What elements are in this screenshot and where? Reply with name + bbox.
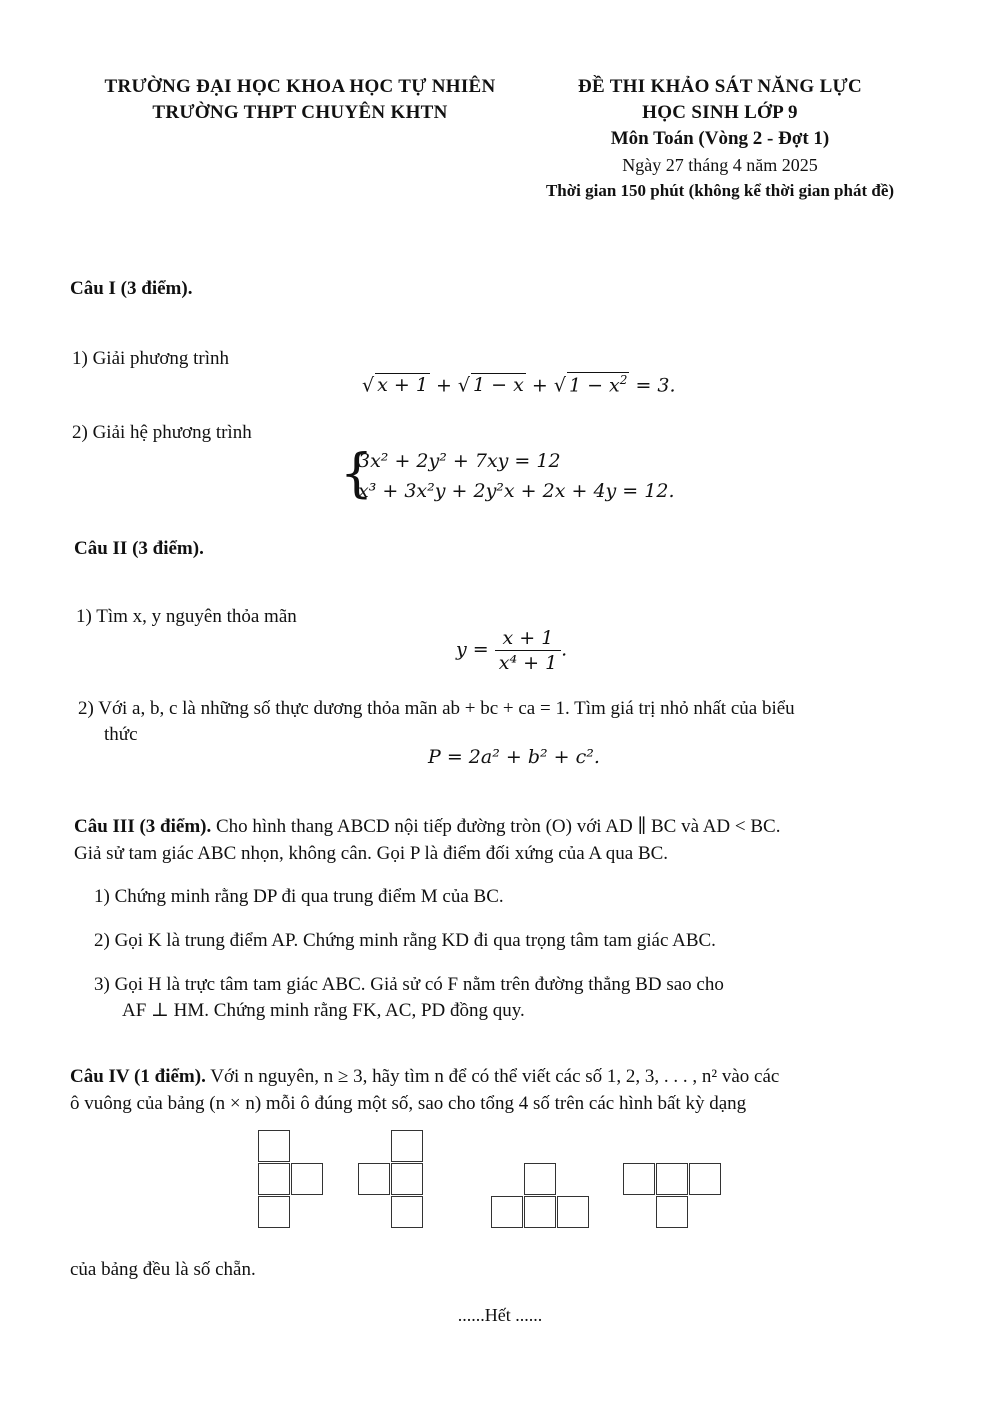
exam-title: ĐỀ THI KHẢO SÁT NĂNG LỰC	[578, 76, 862, 97]
q1-title: Câu I (3 điểm).	[70, 278, 193, 299]
q2-title: Câu II (3 điểm).	[74, 538, 204, 559]
q4-after: của bảng đều là số chẵn.	[70, 1259, 256, 1280]
q2-part2-text2: thức	[104, 724, 138, 745]
q3-intro2: Giả sử tam giác ABC nhọn, không cân. Gọi P là điểm đối xứng của A qua BC.	[74, 843, 669, 864]
q3-part2: 2) Gọi K là trung điểm AP. Chứng minh rằng KD đi qua trọng tâm tam giác ABC.	[94, 930, 716, 951]
system-eq2: x³ + 3x²y + 2y²x + 2x + 4y = 12.	[358, 480, 675, 502]
end-marker: ......Hết ......	[457, 1305, 543, 1325]
q2-part2-text: 2) Với a, b, c là những số thực dương thỏa mãn ab + bc + ca = 1. Tìm giá trị nhỏ nhất của biểu	[78, 698, 795, 719]
q1-part2-label: 2) Giải hệ phương trình	[72, 422, 252, 443]
q3-part3-line1: 3) Gọi H là trực tâm tam giác ABC. Giả sử có F nằm trên đường thẳng BD sao cho	[94, 974, 724, 995]
q3-intro: Câu III (3 điểm). Cho hình thang ABCD nội tiếp đường tròn (O) với AD ∥ BC và AD < BC.	[74, 816, 781, 837]
q3-part3-line2: AF ⊥ HM. Chứng minh rằng FK, AC, PD đồng quy.	[122, 1000, 525, 1021]
q3-title: Câu III (3 điểm).	[74, 816, 212, 837]
brace-symbol: {	[340, 444, 374, 504]
q4-text2: ô vuông của bảng (n × n) mỗi ô đúng một số, sao cho tổng 4 số trên các hình bất kỳ dạng	[70, 1093, 747, 1114]
school-header	[80, 74, 520, 126]
q1-part1-label: 1) Giải phương trình	[72, 348, 230, 369]
exam-grade: HỌC SINH LỚP 9	[642, 102, 798, 123]
university-name: TRƯỜNG ĐẠI HỌC KHOA HỌC TỰ NHIÊN	[104, 76, 496, 97]
exam-header	[500, 74, 940, 204]
q2-part2-equation: P = 2a² + b² + c².	[428, 746, 600, 768]
q4-title: Câu IV (1 điểm).	[70, 1066, 206, 1087]
exam-time: Thời gian 150 phút (không kể thời gian phát đề)	[545, 181, 895, 200]
q4-text: Câu IV (1 điểm). Với n nguyên, n ≥ 3, hãy tìm n để có thể viết các số 1, 2, 3, . . . , n² vào các	[70, 1066, 780, 1087]
q2-part1-equation: y = $\frac{x + 1}{\text{x⁴ + 1}}$ .	[456, 627, 568, 674]
q3-part1: 1) Chứng minh rằng DP đi qua trung điểm M của BC.	[94, 886, 504, 907]
q2-part1-label: 1) Tìm x, y nguyên thỏa mãn	[76, 606, 297, 627]
q1-part1-equation: √ x + 1 + √ 1 − x + √ $1 - x^2 = 3$.	[362, 373, 676, 397]
exam-date: Ngày 27 tháng 4 năm 2025	[622, 155, 818, 175]
system-eq1: 3x² + 2y² + 7xy = 12	[358, 450, 561, 472]
exam-subject: Môn Toán (Vòng 2 - Đợt 1)	[610, 128, 830, 149]
school-name: TRƯỜNG THPT CHUYÊN KHTN	[152, 102, 448, 123]
